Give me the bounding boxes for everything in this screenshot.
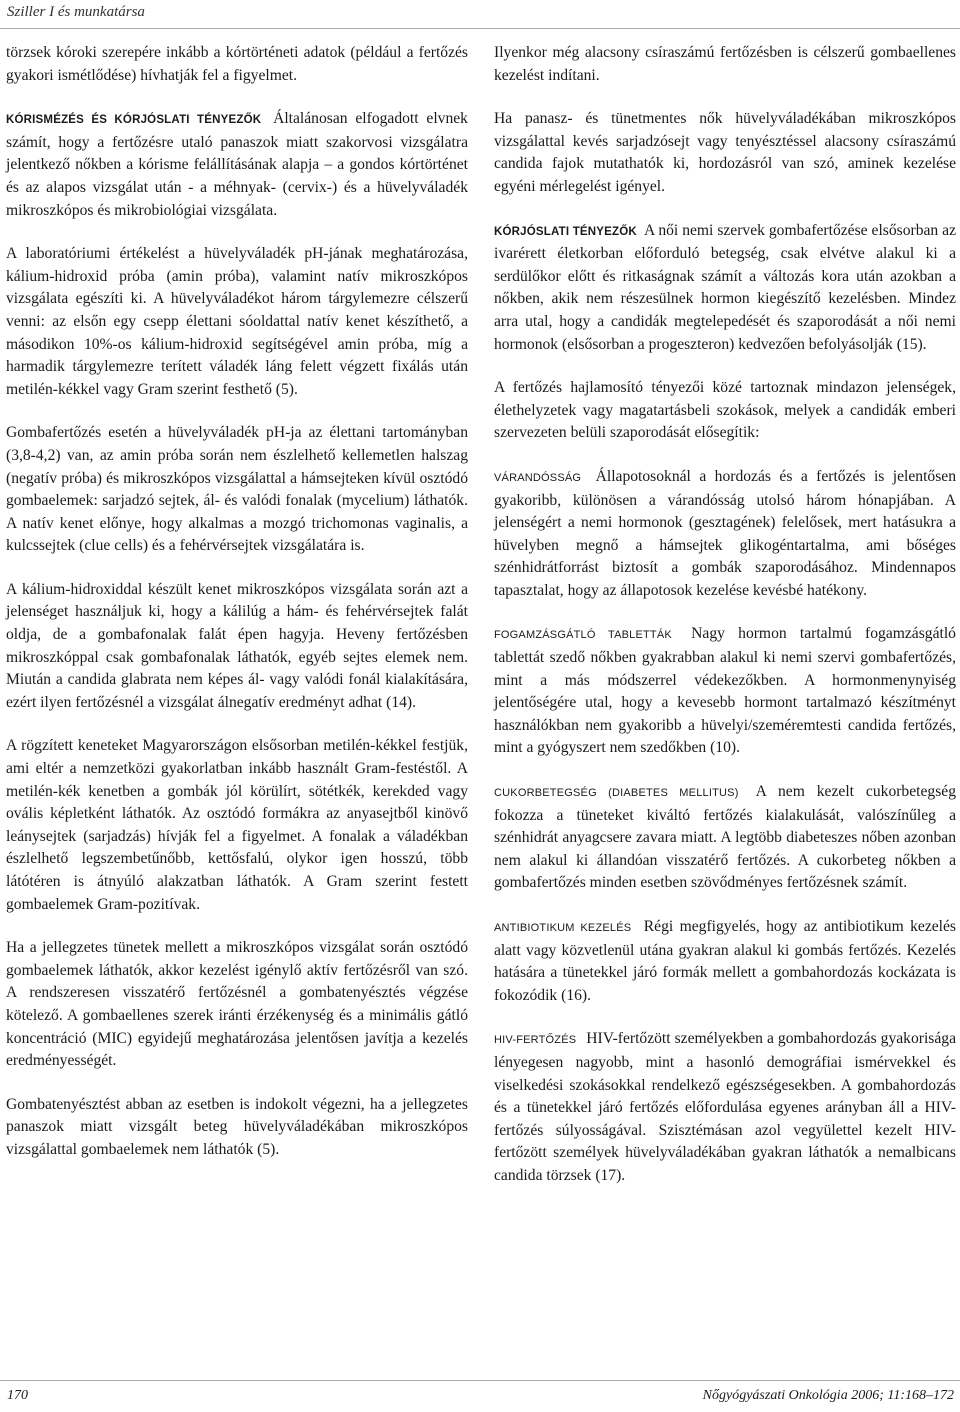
subsection-heading: ANTIBIOTIKUM KEZELÉS — [494, 922, 632, 934]
footer-rule — [0, 1380, 960, 1381]
paragraph: Ha a jellegzetes tünetek mellett a mikroszkópos vizsgálat során osztódó gombaelemek láthatók, akkor kezelést igénylő aktív fertőzésről van szó. A rendszeresen visszatérő fertőzésnél a gombatenyésztés végzése kötelező. A gombaellenes szerek iránti érzékenység és a minimális gátló koncentráció (MIC) egyidejű meghatározása jelentősen javítja a kezelés eredményességét. — [6, 939, 468, 1070]
paragraph: törzsek kóroki szerepére inkább a kórtörténeti adatok (például a fertőzés gyakori ismétlődése) hívhatják fel a figyelmet. — [6, 44, 468, 84]
paragraph: A fertőzés hajlamosító tényezői közé tartoznak mindazon jelenségek, élethelyzetek vagy magatartásbeli szokások, melyek a candidák emberi szervezeten belüli szaporodását elősegítik: — [494, 379, 956, 442]
paragraph — [494, 1028, 956, 1187]
journal-citation: Nőgyógyászati Onkológia 2006; 11:168–172 — [702, 1388, 954, 1403]
paragraph — [494, 466, 956, 603]
paragraph: Gombafertőzés esetén a hüvelyváladék pH-ja az élettani tartományban (3,8-4,2) van, az amin próba során nem észlelhető kellemetlen halszag (negatív próba) és mikroszkópos vizsgálattal a hámsejteken kívül osztódó gombaelemek: sarjadzó sejtek, ál- és valódi fonalak (mycelium) láthatók. A natív kenet előnye, hogy alkalmas a mozgó trichomonas vaginalis, a kulcssejtek (clue cells) és a fehérvérsejtek vizsgálatára is. — [6, 424, 468, 555]
section-heading: KÓRJÓSLATI TÉNYEZŐK — [494, 225, 637, 238]
paragraph: A laboratóriumi értékelést a hüvelyváladék pH-jának meghatározása, kálium-hidroxid próba (amin próba), valamint natív mikroszkópos vizsgálata egészíti ki. A hüvelyváladékot három tárgylemezre célszerű venni: az elsőn egy csepp élettani sóoldattal natív kenet készíthető, a másodikon 10%-os kálium-hidroxid segítségével amin próba, míg a harmadik tárgylemezre terített váladék láng felett végzett fixálás után metilén-kékkel vagy Gram szerint festhető (5). — [6, 245, 468, 398]
paragraph — [494, 781, 956, 895]
subsection-heading: HIV-FERTŐZÉS — [494, 1034, 577, 1047]
subsection-heading: FOGAMZÁSGÁTLÓ TABLETTÁK — [494, 629, 672, 642]
running-header: Sziller I és munkatársa — [7, 4, 145, 20]
paragraph — [6, 108, 468, 222]
subsection-heading: VÁRANDÓSSÁG — [494, 471, 582, 484]
header-rule — [0, 28, 960, 29]
left-column — [6, 42, 468, 1183]
paragraph — [494, 916, 956, 1007]
paragraph: A kálium-hidroxiddal készült kenet mikroszkópos vizsgálata során azt a jelenséget használjuk ki, hogy a kálilúg a hám- és fehérvérsejtek falát oldja, de a gombafonalak falát épen hagyja. Heveny fertőzésben mikroszkóppal csak gombafonalak láthatók, egyéb sejtes elemek nem. Miután a candida glabrata nem képes ál- vagy valódi fonál kialakítására, ezért ilyen fertőzésnél a vizsgálat álnegatív eredményt adhat (14). — [6, 580, 468, 711]
paragraph: Gombatenyésztést abban az esetben is indokolt végezni, ha a jellegzetes panaszok miatt vizsgált beteg hüvelyváladékában mikroszkópos vizsgálattal gombaelemek nem láthatók (5). — [6, 1095, 468, 1158]
paragraph-text: A női nemi szervek gombafertőzése elsősorban az ivarérett életkorban előforduló betegség, csak elvétve alakul ki a serdülőkor előtt és ritkaságnak számít a változás kora után azokban a nőkben, akik nem részesülnek hormon kiegészítő kezelésben. Mindez arra utal, hogy a candidák megtelepedését és szaporodását a női nemi hormonok (elsősorban a progeszteron) kedvezően befolyásolják (15). — [494, 221, 956, 353]
paragraph-text: Általánosan elfogadott elvnek számít, hogy a fertőzésre utaló panaszok miatt szakorvosi vizsgálatra jelentkező nőkben a kórisme felállításának alapja – a gondos kórtörténet és az alapos vizsgálat után - a méhnyak- (cervix-) és a hüvelyváladék mikroszkópos és mikrobiológiai vizsgálata. — [6, 110, 468, 219]
paragraph — [494, 220, 956, 357]
section-heading: KÓRISMÉZÉS ÉS KÓRJÓSLATI TÉNYEZŐK — [6, 114, 262, 127]
paragraph: Ilyenkor még alacsony csíraszámú fertőzésben is célszerű gombaellenes kezelést indítani. — [494, 44, 956, 84]
page-number: 170 — [7, 1388, 28, 1403]
paragraph-text: Régi megfigyelés, hogy az antibiotikum kezelés alatt vagy közvetlenül utána gyakran alakul ki gombás fertőzés. Kezelés hatására a tünetekkel járó formák mellett a gombahordozás kockázata is fokozódik (16). — [494, 918, 956, 1004]
paragraph-text: HIV-fertőzött személyekben a gombahordozás gyakorisága lényegesen nagyobb, mint a hasonló demográfiai ismérvekkel és viselkedési szokásokkal rendelkező egészségesekben. A gombahordozás és a tünetekkel járó fertőzés előfordulása egyenes arányban áll a HIV-fertőzés súlyosságával. Szisztémásan azol vegyülettel kezelt HIV-fertőzött személyek hüvelyváladékában gyakran láthatók a nemalbicans candida törzsek (17). — [494, 1030, 956, 1184]
paragraph: A rögzített keneteket Magyarországon elsősorban metilén-kékkel festjük, ami eltér a nemzetközi gyakorlatban inkább használt Gram-festéstől. A metilén-kék kenetben a gombák jól körülírt, sötétkék, kerekded vagy ovális képletként láthatók. Az osztódó formákra az anyasejtből kinövő leánysejtek (sarjadzás) hívják fel a figyelmet. A fonalak a váladékban észlelhető legszembetűnőbb, kettősfalú, olykor igen hosszú, több látótéren is átnyúló alakzatban láthatók. A Gram szerint festett gombaelemek Gram-pozitívak. — [6, 737, 468, 913]
paragraph-text: Nagy hormon tartalmú fogamzásgátló tablettát szedő nőkben gyakrabban alakul ki nemi szervi gombafertőzés, mint a más módszerrel védekezőkben. A hormonmenynyiség jelentőségére utal, hogy a kevesebb hormont tartalmazó készítményt használókban nem gyakoribb a hüvelyi/szeméremtesti candida fertőzés, mint a gyógyszert nem szedőkben (10). — [494, 625, 956, 757]
paragraph-text: A nem kezelt cukorbetegség fokozza a tüneteket kiváltó fertőzés kialakulását, valószínűleg a szénhidrát anyagcsere zavara miatt. A legtöbb diabeteszes nőben azonban nem alakul ki állandóan visszatérő fertőzés. A cukorbeteg nőkben a gombafertőzés minden esetben szövődményes fertőzésnek számít. — [494, 783, 956, 892]
right-column — [494, 42, 956, 1209]
paragraph-text: Állapotosoknál a hordozás és a fertőzés is jelentősen gyakoribb, különösen a várandósság utolsó három hónapjában. A jelenségért a nemi hormonok (gesztagének) felelősek, mert hatásukra a hüvelyben megnő a hámsejtek glikogéntartalma, ami bőséges szénhidrátforrást biztosít a gombák szaporodásához. Mindennapos tapasztalat, hogy az állapotosok kezelése kevésbé hatékony. — [494, 467, 956, 599]
paragraph — [494, 623, 956, 760]
subsection-heading: CUKORBETEGSÉG (DIABETES MELLITUS) — [494, 787, 739, 800]
paragraph: Ha panasz- és tünetmentes nők hüvelyváladékában mikroszkópos vizsgálattal kevés sarjadzósejt vagy tenyésztéssel alacsony csíraszámú candida fajok mutathatók ki, hordozásról van szó, aminek kezelése egyéni mérlegelést igényel. — [494, 110, 956, 195]
